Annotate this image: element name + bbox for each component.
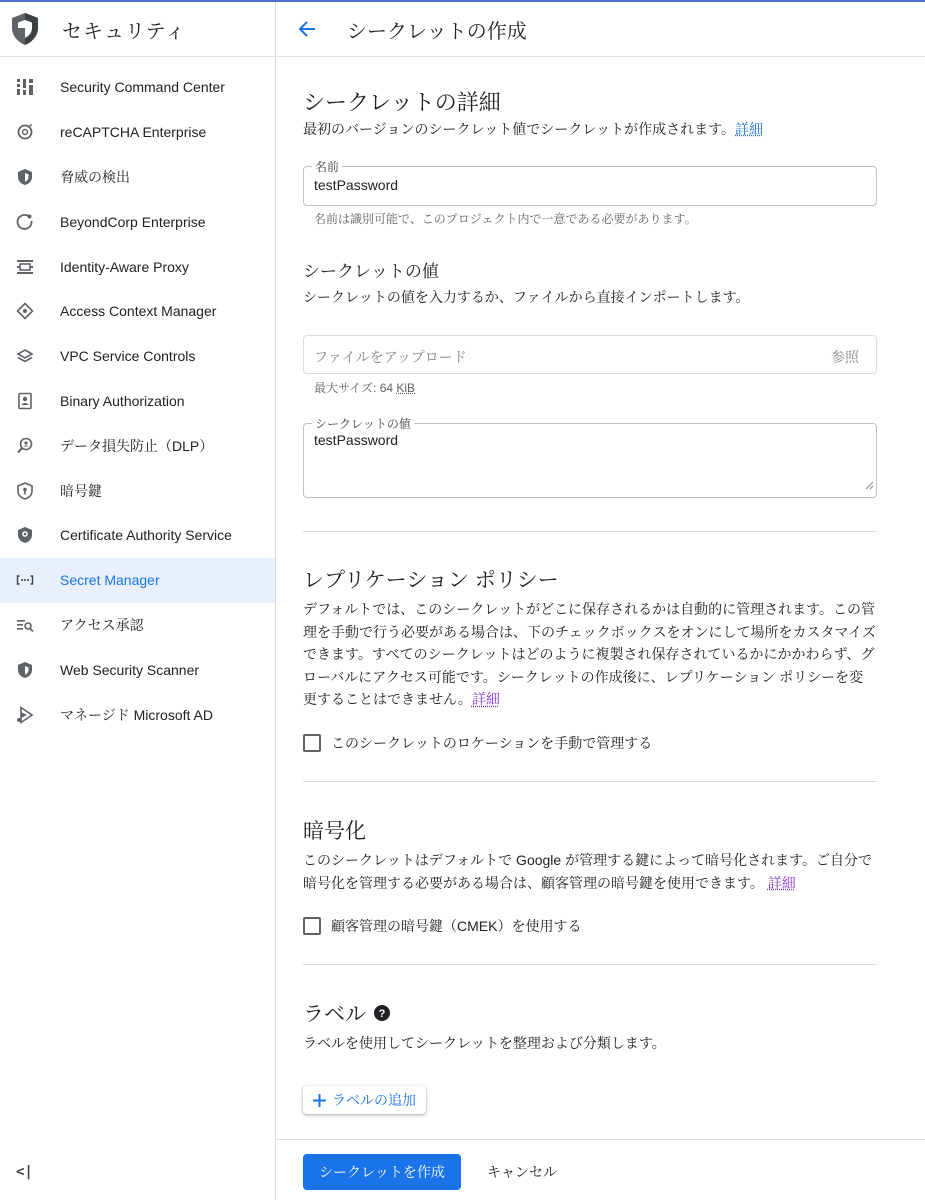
sidebar-item-label: reCAPTCHA Enterprise bbox=[60, 124, 207, 141]
sidebar-item-label: Access Context Manager bbox=[60, 303, 217, 320]
manual-location-label: このシークレットのロケーションを手動で管理する bbox=[331, 735, 653, 751]
sidebar-item-label: VPC Service Controls bbox=[60, 348, 196, 365]
sidebar-item-label: Secret Manager bbox=[60, 572, 160, 589]
max-size-hint bbox=[314, 379, 415, 396]
sidebar-nav bbox=[0, 57, 275, 737]
sidebar-item-recaptcha-enterprise[interactable] bbox=[0, 110, 275, 155]
file-upload-placeholder: ファイルをアップロード bbox=[314, 349, 467, 365]
create-secret-button[interactable]: シークレットを作成 bbox=[303, 1154, 461, 1190]
name-input[interactable] bbox=[314, 177, 864, 193]
dlp-icon bbox=[16, 437, 34, 455]
recaptcha-icon bbox=[16, 123, 34, 141]
sidebar-item-label: Binary Authorization bbox=[60, 392, 185, 409]
shield-icon bbox=[16, 168, 34, 186]
sidebar-item-web-security-scanner[interactable] bbox=[0, 647, 275, 692]
page-title: シークレットの作成 bbox=[347, 20, 527, 43]
cmek-checkbox[interactable] bbox=[303, 917, 321, 935]
replication-description bbox=[303, 598, 877, 711]
sidebar-item-identity-aware-proxy[interactable] bbox=[0, 244, 275, 289]
sidebar-header bbox=[0, 2, 275, 57]
sidebar-item-label: アクセス承認 bbox=[60, 616, 144, 633]
sidebar-item-secret-manager[interactable] bbox=[0, 558, 275, 603]
section-divider bbox=[303, 531, 877, 532]
secret-value-description: シークレットの値を入力するか、ファイルから直接インポートします。 bbox=[303, 289, 750, 305]
cmek-label: 顧客管理の暗号鍵（CMEK）を使用する bbox=[331, 918, 582, 934]
sidebar-item-binary-authorization[interactable] bbox=[0, 379, 275, 424]
certificate-icon bbox=[16, 526, 34, 544]
sidebar-title: セキュリティ bbox=[62, 20, 186, 43]
binary-auth-icon bbox=[16, 392, 34, 410]
access-context-icon bbox=[16, 302, 34, 320]
details-description-text: 最初のバージョンのシークレット値でシークレットが作成されます。 bbox=[303, 121, 736, 137]
browse-button[interactable]: 参照 bbox=[831, 349, 859, 365]
cancel-button[interactable]: キャンセル bbox=[477, 1154, 567, 1190]
sidebar-item-vpc-service-controls[interactable] bbox=[0, 334, 275, 379]
sidebar-item-label: 脅威の検出 bbox=[60, 168, 130, 185]
sidebar bbox=[0, 2, 276, 1200]
name-field-label: 名前 bbox=[312, 158, 342, 175]
add-label-button[interactable] bbox=[303, 1086, 426, 1114]
section-divider bbox=[303, 964, 877, 965]
resize-handle-icon[interactable] bbox=[865, 477, 874, 495]
sidebar-item-access-context-manager[interactable] bbox=[0, 289, 275, 334]
page-header bbox=[277, 2, 925, 57]
encryption-description-text: このシークレットはデフォルトで Google が管理する鍵によって暗号化されます。ご自分で暗号化を管理する必要がある場合は、顧客管理の暗号鍵を使用できます。 bbox=[303, 852, 872, 891]
max-size-text: 最大サイズ: 64 bbox=[314, 381, 397, 395]
dashboard-icon bbox=[16, 78, 34, 96]
help-icon[interactable] bbox=[374, 1005, 390, 1021]
secret-details-heading: シークレットの詳細 bbox=[303, 90, 501, 115]
secret-details-description bbox=[303, 118, 877, 141]
add-label-text: ラベルの追加 bbox=[332, 1092, 416, 1108]
scanner-shield-icon bbox=[16, 661, 34, 679]
form-footer bbox=[277, 1139, 925, 1200]
sidebar-item-label: 暗号鍵 bbox=[60, 482, 102, 499]
access-approval-icon bbox=[16, 616, 34, 634]
labels-heading: ラベル bbox=[303, 1003, 366, 1026]
name-hint: 名前は識別可能で、このプロジェクト内で一意である必要があります。 bbox=[314, 212, 697, 226]
sidebar-item-label: データ損失防止（DLP） bbox=[60, 437, 214, 454]
labels-heading-row bbox=[303, 998, 390, 1028]
cmek-checkbox-row[interactable] bbox=[303, 916, 581, 936]
collapse-sidebar-button[interactable]: <| bbox=[16, 1164, 33, 1180]
sidebar-item-beyondcorp-enterprise[interactable] bbox=[0, 199, 275, 244]
sidebar-item-managed-microsoft-ad[interactable] bbox=[0, 692, 275, 737]
sidebar-item-label: BeyondCorp Enterprise bbox=[60, 213, 206, 230]
encryption-description bbox=[303, 849, 877, 894]
proxy-icon bbox=[16, 258, 34, 276]
sidebar-item-label: Security Command Center bbox=[60, 79, 225, 96]
encryption-learn-more-link[interactable]: 詳細 bbox=[767, 874, 796, 891]
section-divider bbox=[303, 781, 877, 782]
secret-value-textarea[interactable] bbox=[314, 432, 864, 492]
key-shield-icon bbox=[16, 482, 34, 500]
details-learn-more-link[interactable]: 詳細 bbox=[735, 121, 764, 137]
sidebar-item-access-approval[interactable] bbox=[0, 603, 275, 648]
name-field[interactable] bbox=[303, 160, 877, 206]
replication-heading: レプリケーション ポリシー bbox=[303, 569, 559, 592]
vpc-icon bbox=[16, 347, 34, 365]
svg-text:?: ? bbox=[378, 1008, 386, 1020]
plus-icon bbox=[313, 1094, 326, 1107]
manual-location-checkbox-row[interactable] bbox=[303, 733, 652, 753]
sidebar-item-label: Identity-Aware Proxy bbox=[60, 258, 189, 275]
sidebar-item-certificate-authority[interactable] bbox=[0, 513, 275, 558]
beyondcorp-icon bbox=[16, 213, 34, 231]
secret-value-field-label: シークレットの値 bbox=[312, 415, 414, 432]
sidebar-item-label: Web Security Scanner bbox=[60, 661, 200, 678]
encryption-heading: 暗号化 bbox=[303, 820, 366, 843]
max-size-unit: KiB bbox=[396, 381, 416, 395]
sidebar-item-label: マネージド Microsoft AD bbox=[60, 706, 213, 723]
replication-learn-more-link[interactable]: 詳細 bbox=[471, 691, 500, 708]
sidebar-item-label: Certificate Authority Service bbox=[60, 527, 232, 544]
sidebar-item-threat-detection[interactable] bbox=[0, 155, 275, 200]
secret-value-heading: シークレットの値 bbox=[303, 262, 439, 281]
replication-description-text: デフォルトでは、このシークレットがどこに保存されるかは自動的に管理されます。この管理を手動で行う必要がある場合は、下のチェックボックスをオンにして場所をカスタマイズできます。すべてのシークレットはどのように複製され保存されているかにかかわらず、グローバルにアクセス可能です。シークレットの作成後に、レプリケーション ポリシーを変更することはできません。 bbox=[303, 601, 877, 708]
secret-manager-icon bbox=[16, 571, 34, 589]
sidebar-item-security-command-center[interactable] bbox=[0, 65, 275, 110]
manual-location-checkbox[interactable] bbox=[303, 734, 321, 752]
back-arrow-icon[interactable] bbox=[295, 17, 319, 41]
managed-ad-icon bbox=[16, 706, 34, 724]
sidebar-item-encryption-keys[interactable] bbox=[0, 468, 275, 513]
secret-value-field[interactable] bbox=[303, 417, 877, 498]
security-shield-icon bbox=[10, 12, 40, 46]
labels-description: ラベルを使用してシークレットを整理および分類します。 bbox=[303, 1035, 666, 1051]
file-upload-field[interactable] bbox=[303, 335, 877, 374]
sidebar-item-dlp[interactable] bbox=[0, 423, 275, 468]
